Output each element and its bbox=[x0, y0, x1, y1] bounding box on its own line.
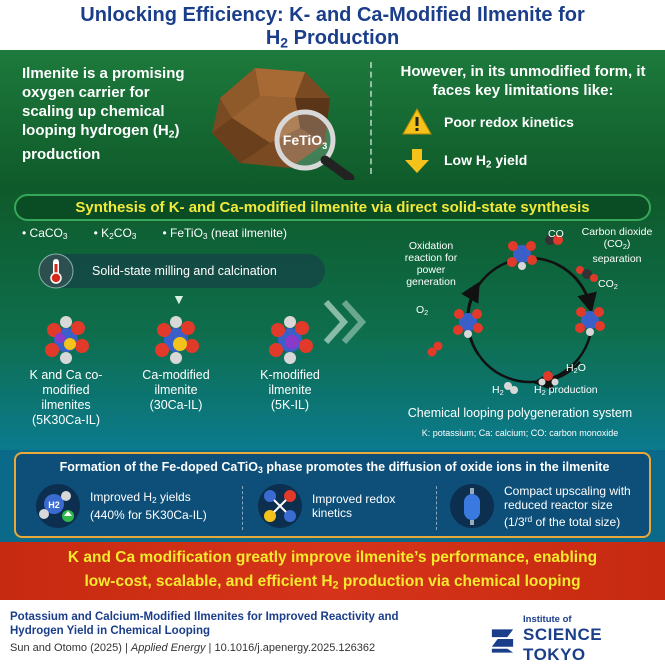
product-code: (5K30Ca-IL) bbox=[31, 413, 101, 427]
reagent-fetio3: • FeTiO$_3$ (neat ilmenite) bbox=[162, 226, 287, 242]
h2-label: $H_2$ bbox=[492, 384, 504, 397]
limitation-label: Low $H_2$ yield bbox=[444, 151, 528, 171]
svg-text:H2: H2 bbox=[48, 500, 60, 510]
title-line-1: Unlocking Efficiency: K- and Ca-Modified Ilmenite for bbox=[80, 4, 585, 26]
footer bbox=[0, 600, 665, 665]
molecule-cluster-icon bbox=[148, 314, 204, 366]
intro-text: Ilmenite is a promising oxygen carrier for scaling up chemical looping hydrogen $(H_2)$ production bbox=[22, 65, 185, 163]
paper-title: Potassium and Calcium-Modified Ilmenites for Improved Reactivity and Hydrogen Yield in Chemical Looping bbox=[10, 611, 399, 637]
synthesis-section bbox=[0, 188, 665, 450]
feature-text: Compact upscaling with reduced reactor size (1/3rd of the total size) bbox=[504, 483, 631, 529]
ilmenite-mineral-icon bbox=[200, 58, 370, 180]
o2-molecule-icon bbox=[428, 342, 443, 357]
conclusion-section bbox=[0, 542, 665, 600]
carrier-node bbox=[507, 241, 537, 270]
co2-separation-label: Carbon dioxide $(CO_2)$ separation bbox=[581, 226, 653, 265]
redox-icon bbox=[256, 482, 304, 530]
section-divider bbox=[370, 62, 372, 174]
co-label: CO bbox=[548, 228, 564, 240]
product-label: K-modified ilmenite bbox=[260, 368, 320, 397]
feature-text: Improved $H_2$ yields (440% for 5K30Ca-IL) bbox=[90, 490, 207, 522]
co2-molecule-icon bbox=[576, 266, 598, 282]
reactor-icon bbox=[448, 482, 496, 530]
product-5k bbox=[240, 314, 340, 413]
feature-h2-yield bbox=[34, 482, 207, 530]
title-line-2: $H_2$ Production bbox=[265, 27, 400, 51]
feature-text: Improved redox kinetics bbox=[312, 492, 396, 520]
process-label: Solid-state milling and calcination bbox=[92, 264, 277, 278]
molecule-cluster-icon bbox=[38, 314, 94, 366]
limitation-label: Poor redox kinetics bbox=[444, 113, 574, 130]
h2o-label: $H_2O$ bbox=[566, 362, 586, 375]
reagent-k2co3: • $K_2CO_3$ bbox=[93, 226, 137, 242]
feature-redox bbox=[256, 482, 395, 530]
oxidation-label: Oxidation reaction for power generation bbox=[404, 240, 458, 288]
limitations-heading: However, in its unmodified form, it faces key limitations like: bbox=[400, 63, 646, 99]
h2-production-label: $H_2$ production bbox=[534, 384, 598, 397]
warning-icon bbox=[402, 108, 432, 135]
process-arrow-icon: ▼ bbox=[172, 291, 186, 307]
limitation-item-kinetics bbox=[402, 108, 574, 135]
h2-molecule-icon bbox=[34, 482, 82, 530]
logo-mark-icon bbox=[488, 625, 517, 655]
institute-logo bbox=[488, 614, 665, 665]
limitation-item-yield bbox=[402, 148, 527, 174]
conclusion-text: K and Ca modification greatly improve ilmenite’s performance, enabling low-cost, scalable, and efficient $H_2$ production via chemical looping bbox=[67, 549, 598, 592]
reagent-list bbox=[22, 226, 287, 241]
feature-reactor bbox=[448, 482, 631, 530]
outcomes-section bbox=[0, 450, 665, 542]
arrow-down-icon bbox=[402, 148, 432, 174]
product-code: (5K-IL) bbox=[270, 398, 310, 412]
process-step bbox=[40, 254, 325, 288]
mineral-label: FeTiO$_3$ bbox=[282, 132, 328, 151]
synthesis-banner: Synthesis of K- and Ca-modified ilmenite via direct solid-state synthesis bbox=[14, 194, 651, 221]
limitations-panel bbox=[388, 62, 658, 171]
molecule-cluster-icon bbox=[262, 314, 318, 366]
cycle-title: Chemical looping polygeneration system bbox=[407, 406, 633, 420]
citation: Sun and Otomo (2025) | Applied Energy | 10.1016/j.apenergy.2025.126362 bbox=[10, 642, 376, 654]
carrier-node bbox=[453, 309, 483, 338]
product-code: (30Ca-IL) bbox=[149, 398, 203, 412]
page-title bbox=[0, 0, 665, 50]
product-label: K and Ca co-modified ilmenites bbox=[29, 368, 103, 412]
feature-divider bbox=[242, 486, 243, 530]
abbreviation-note: K: potassium; Ca: calcium; CO: carbon monoxide bbox=[421, 428, 619, 438]
reagent-caco3: • CaCO$_3$ bbox=[22, 226, 68, 242]
formation-heading: Formation of the Fe-doped CaTiO$_3$ phase promotes the diffusion of oxide ions in the ilmenite bbox=[59, 460, 610, 476]
h2-molecule-icon bbox=[504, 382, 518, 394]
product-5k30ca bbox=[16, 314, 116, 428]
carrier-node bbox=[575, 307, 605, 336]
co2-label: $CO_2$ bbox=[598, 278, 618, 291]
logo-text: Institute of SCIENCE TOKYO bbox=[523, 614, 603, 664]
formation-box bbox=[14, 452, 651, 538]
thermometer-icon bbox=[38, 253, 74, 289]
intro-section bbox=[0, 50, 665, 188]
product-30ca bbox=[126, 314, 226, 413]
product-label: Ca-modified ilmenite bbox=[142, 368, 210, 397]
feature-divider bbox=[436, 486, 437, 530]
o2-label: $O_2$ bbox=[416, 304, 429, 317]
